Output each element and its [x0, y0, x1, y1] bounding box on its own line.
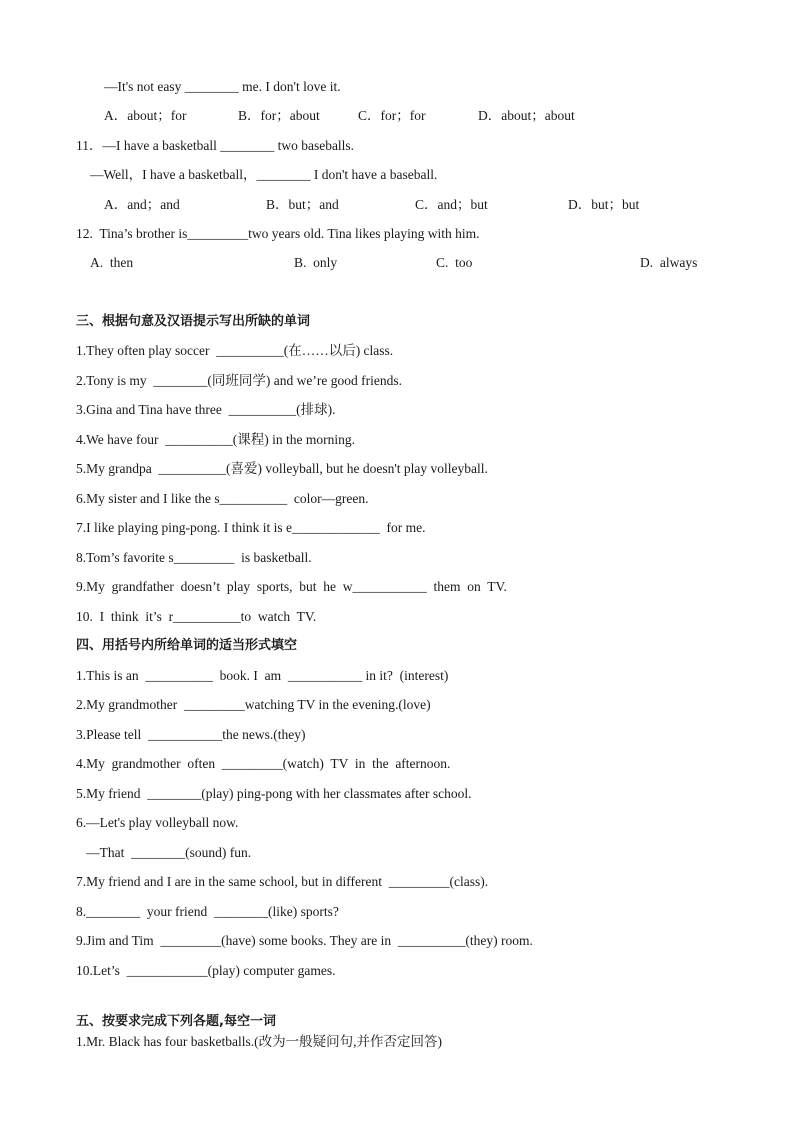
section4-item: 5.My friend ________(play) ping-pong with her classmates after school. [76, 786, 472, 801]
section3-item: 9.My grandfather doesn’t play sports, but he w___________ them on TV. [76, 579, 507, 594]
section3-item: 3.Gina and Tina have three __________(排球). [76, 402, 336, 417]
section4-item: —That ________(sound) fun. [76, 845, 252, 860]
q11-option-d: D．but；but [568, 197, 640, 212]
q10-line: —It's not easy ________ me. I don't love it. [104, 79, 341, 94]
q11-option-a: A．and；and [104, 197, 180, 212]
section4-item: 1.This is an __________ book. I am ___________ in it? (interest) [76, 668, 449, 683]
q10-option-a: A．about；for [104, 108, 187, 123]
q10-option-d: D．about；about [478, 108, 575, 123]
q10-option-b: B．for；about [238, 108, 320, 123]
section4-item: 7.My friend and I are in the same school, but in different _________(class). [76, 874, 489, 889]
section4-item: 6.—Let's play volleyball now. [76, 815, 239, 830]
section3-item: 7.I like playing ping-pong. I think it is e_____________ for me. [76, 520, 426, 535]
section3-heading: 三、根据句意及汉语提示写出所缺的单词 [76, 314, 311, 329]
section4-item: 9.Jim and Tim _________(have) some books. They are in __________(they) room. [76, 933, 533, 948]
section3-item: 4.We have four __________(课程) in the morning. [76, 432, 355, 447]
q12-option-a: A. then [90, 255, 134, 270]
section3-item: 8.Tom’s favorite s_________ is basketball. [76, 550, 312, 565]
section4-item: 3.Please tell ___________the news.(they) [76, 727, 306, 742]
q10-option-c: C．for；for [358, 108, 426, 123]
section3-item: 10. I think it’s r__________to watch TV. [76, 609, 317, 624]
q12-option-d: D. always [640, 255, 698, 270]
section4-heading: 四、用括号内所给单词的适当形式填空 [76, 638, 298, 653]
q11-option-b: B．but；and [266, 197, 339, 212]
section3-item: 2.Tony is my ________(同班同学) and we’re good friends. [76, 373, 403, 388]
q12-option-b: B. only [294, 255, 338, 270]
section4-item: 4.My grandmother often _________(watch) TV in the afternoon. [76, 756, 451, 771]
q11-option-c: C．and；but [415, 197, 488, 212]
section4-item: 8.________ your friend ________(like) sports? [76, 904, 339, 919]
section3-item: 1.They often play soccer __________(在……以后) class. [76, 343, 394, 358]
section3-item: 6.My sister and I like the s__________ color—green. [76, 491, 369, 506]
section4-item: 10.Let’s ____________(play) computer games. [76, 963, 336, 978]
section5-heading: 五、按要求完成下列各题,每空一词 [76, 1014, 276, 1029]
section4-item: 2.My grandmother _________watching TV in the evening.(love) [76, 697, 431, 712]
q11-line1: 11．—I have a basketball ________ two baseballs. [76, 138, 355, 153]
q12-line: 12. Tina’s brother is_________two years old. Tina likes playing with him. [76, 226, 480, 241]
section5-item: 1.Mr. Black has four basketballs.(改为一般疑问句,并作否定回答) [76, 1034, 442, 1049]
section3-item: 5.My grandpa __________(喜爱) volleyball, but he doesn't play volleyball. [76, 461, 488, 476]
q12-option-c: C. too [436, 255, 473, 270]
q11-line2: —Well，I have a basketball，________ I don't have a baseball. [90, 167, 438, 182]
